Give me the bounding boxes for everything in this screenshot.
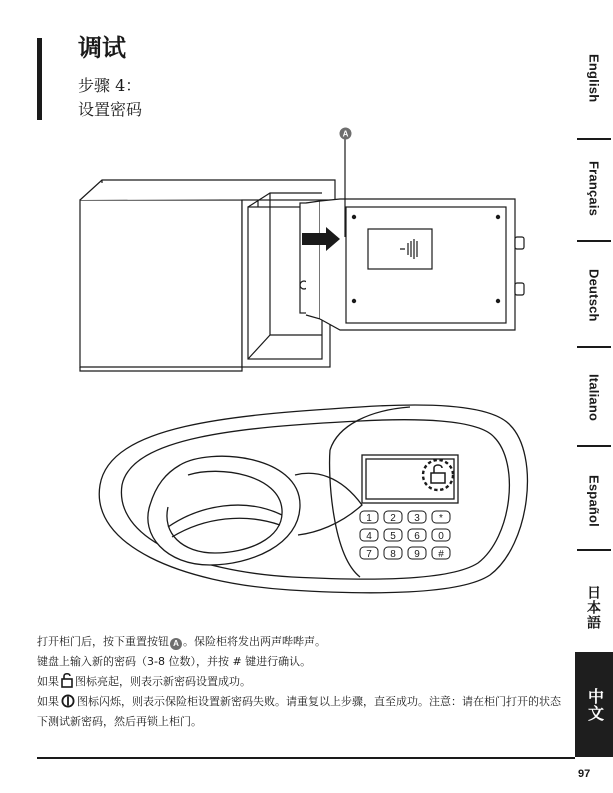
callout-a-badge	[339, 127, 352, 140]
unlock-icon	[61, 672, 73, 688]
instruction-text: 打开柜门后，按下重置按钮	[37, 635, 169, 648]
instruction-text: 图标闪烁，则表示保险柜设置新密码失败。请重复以上步骤，直至成功。注意：请在柜门打开的状态下测试新密码，然后再锁上柜门。	[37, 695, 561, 728]
power-error-icon	[61, 694, 75, 708]
reset-button-badge: A	[170, 638, 182, 650]
tab-japanese[interactable]	[575, 582, 613, 632]
tab-label: 日本語	[586, 584, 602, 630]
tab-deutsch[interactable]	[575, 246, 613, 344]
tab-divider	[577, 346, 611, 348]
footer-rule	[37, 757, 575, 759]
instruction-line-4	[37, 692, 567, 732]
safe-illustration	[70, 125, 550, 605]
tab-label: Deutsch	[586, 268, 602, 322]
page-number: 97	[578, 768, 591, 780]
key-label: 7	[366, 549, 372, 560]
callout-label: A	[342, 129, 349, 139]
key-label: 1	[366, 513, 372, 524]
instruction-line-1	[37, 632, 567, 652]
tab-espanol[interactable]	[575, 452, 613, 550]
key-label: #	[438, 549, 444, 560]
tab-divider	[577, 138, 611, 140]
key-label: 2	[390, 513, 396, 524]
key-label: 8	[390, 549, 396, 560]
tab-label: 中文	[585, 687, 603, 722]
tab-chinese[interactable]	[575, 652, 613, 757]
key-label: 5	[390, 531, 396, 542]
key-label: 0	[438, 531, 444, 542]
tab-label: Español	[586, 475, 602, 527]
instruction-text: 如果	[37, 695, 59, 708]
language-tabs	[575, 42, 613, 757]
tab-label: English	[586, 53, 602, 103]
step-label: 步骤 4：	[78, 76, 142, 95]
instruction-text: 如果	[37, 675, 59, 688]
key-label: 4	[366, 531, 372, 542]
tab-label: Français	[586, 161, 602, 217]
tab-divider	[577, 549, 611, 551]
tab-label: Italiano	[586, 374, 602, 422]
instructions	[37, 632, 567, 732]
instruction-line-2: 键盘上输入新的密码（3-8 位数），并按 # 键进行确认。	[37, 655, 312, 668]
step-subtitle: 设置密码	[78, 100, 143, 119]
instruction-line-3	[37, 672, 567, 692]
key-label: 6	[414, 531, 420, 542]
instruction-text: 。保险柜将发出两声哔哔声。	[183, 635, 326, 648]
key-label: *	[439, 513, 443, 524]
tab-english[interactable]	[575, 42, 613, 114]
page-title: 调试	[78, 33, 126, 62]
tab-francais[interactable]	[575, 146, 613, 232]
tab-divider	[577, 240, 611, 242]
instruction-text: 图标亮起，则表示新密码设置成功。	[75, 675, 251, 688]
tab-divider	[577, 445, 611, 447]
key-label: 9	[414, 549, 420, 560]
title-accent-bar	[37, 38, 42, 120]
tab-italiano[interactable]	[575, 352, 613, 444]
key-label: 3	[414, 513, 420, 524]
